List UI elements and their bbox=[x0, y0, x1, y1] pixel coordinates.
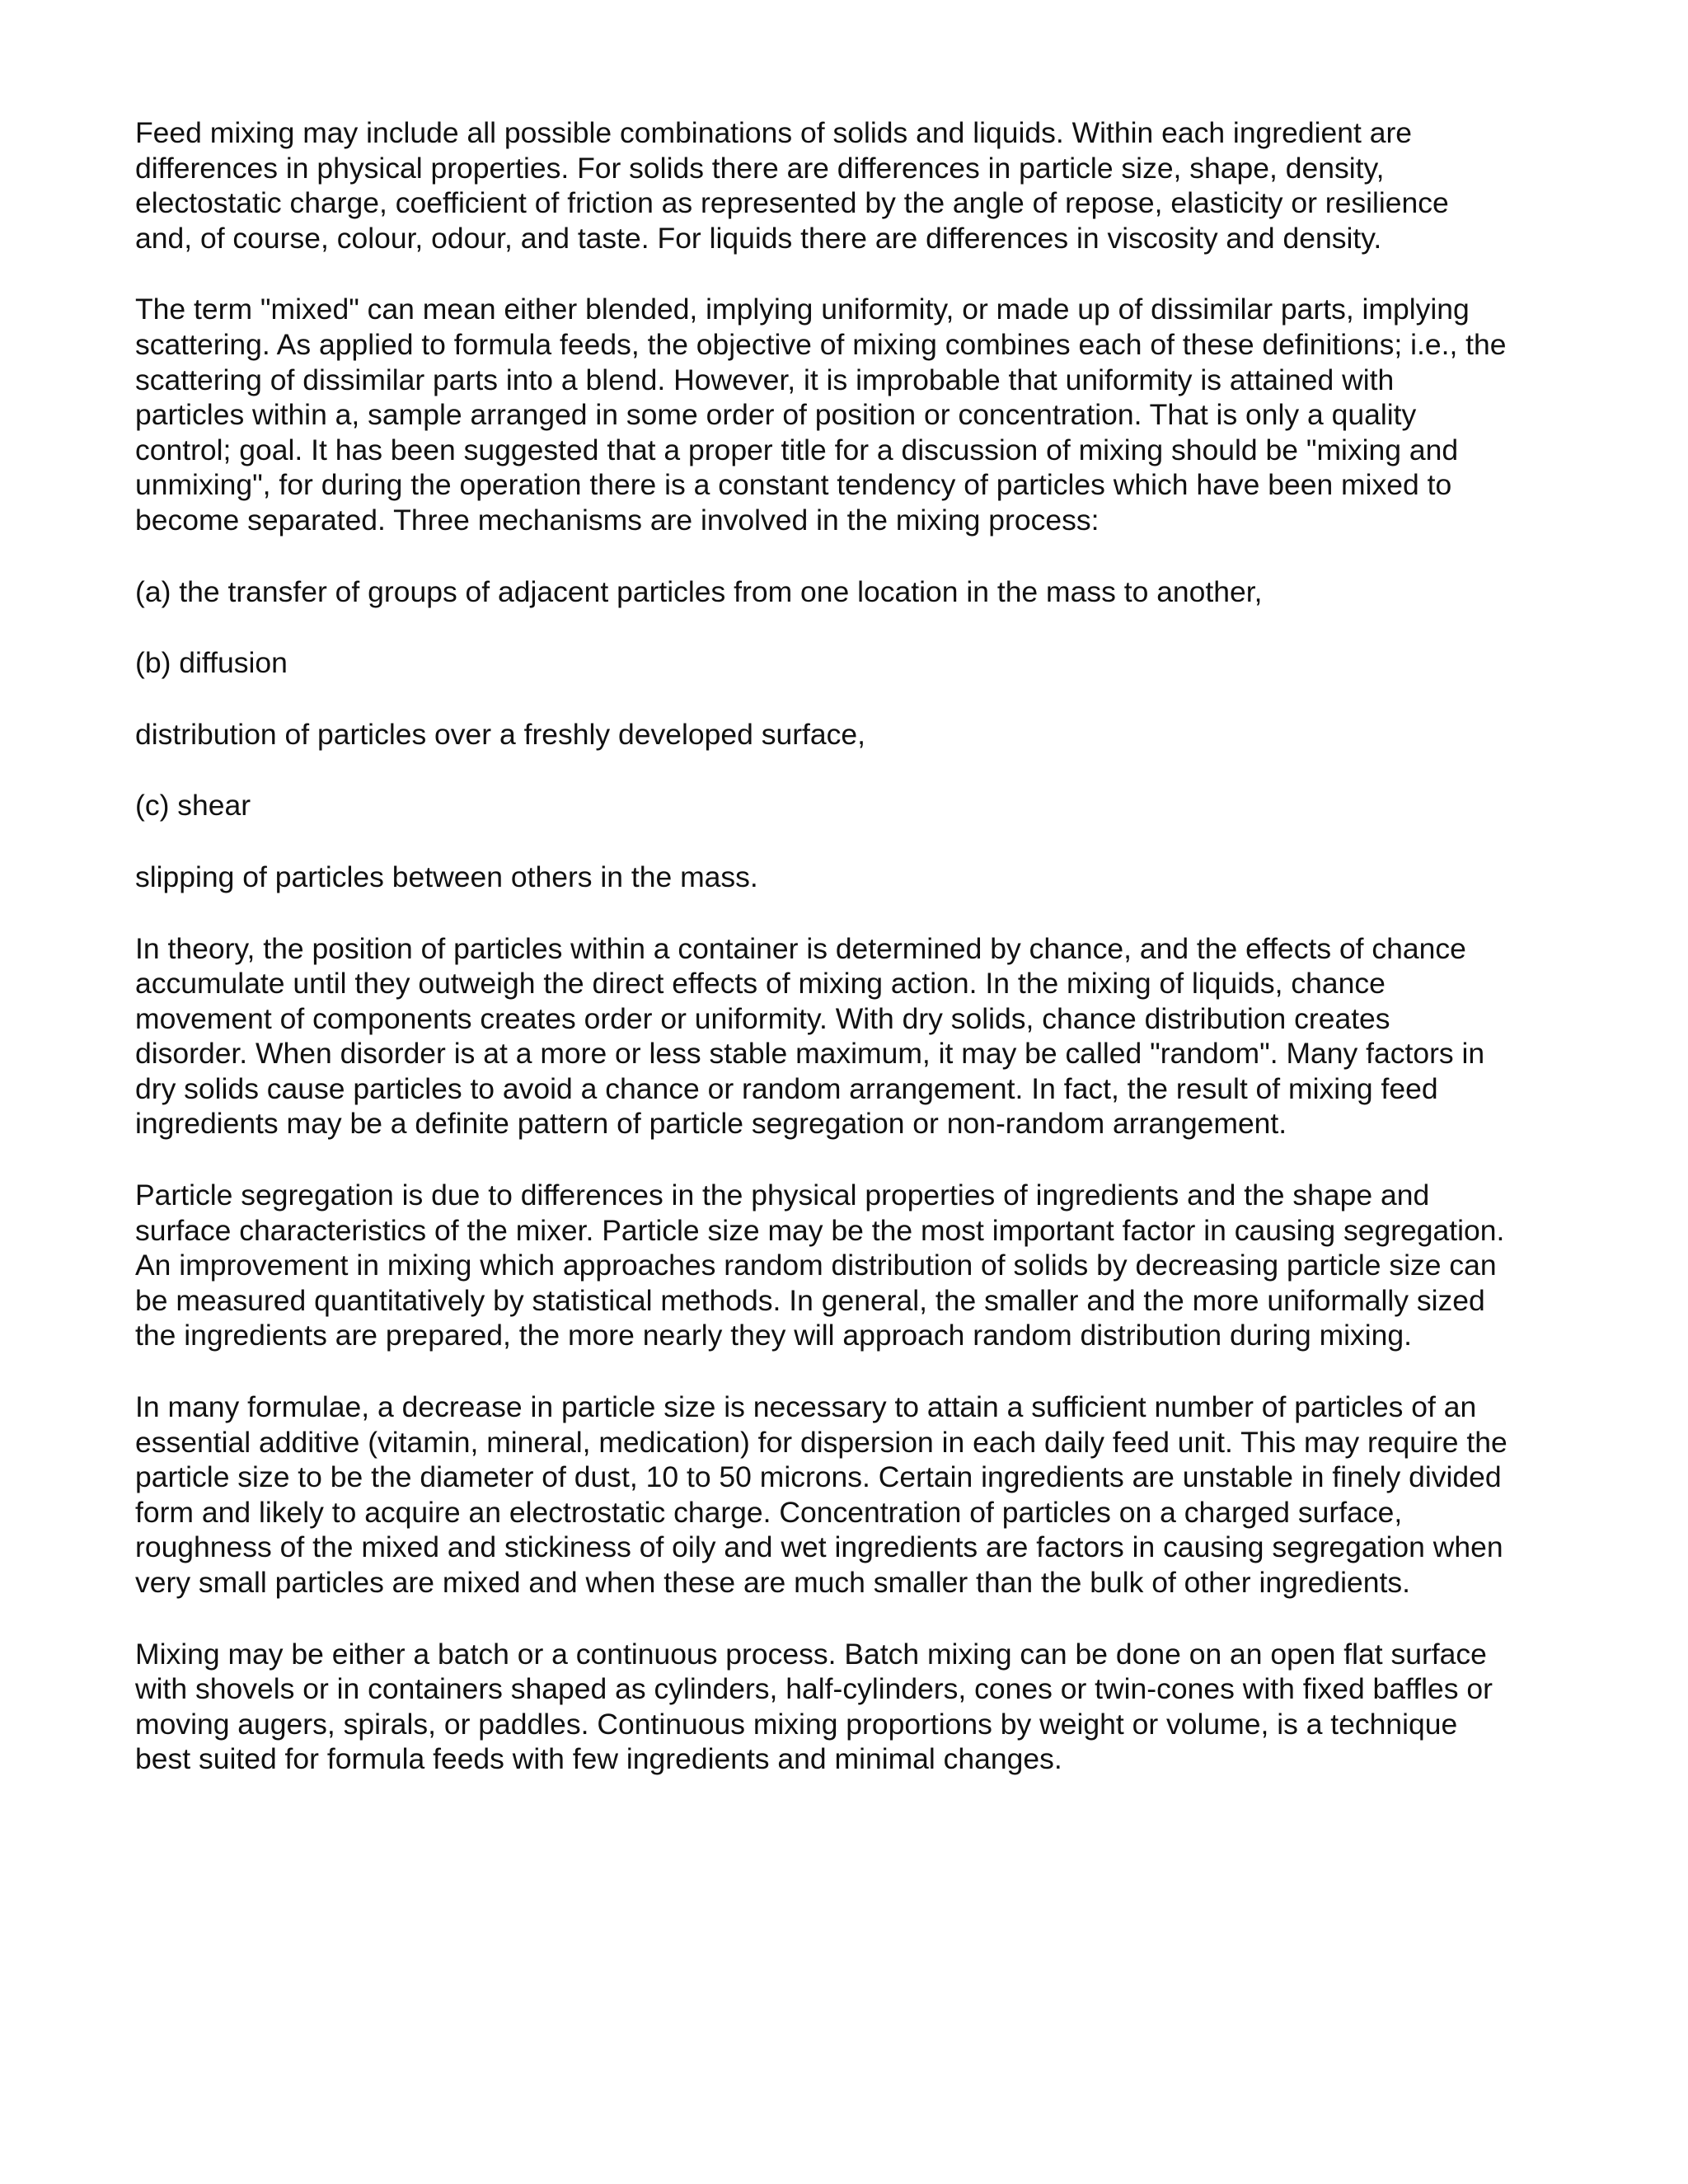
document-body bbox=[135, 115, 1569, 1813]
paragraph-particle-size-formulae: In many formulae, a decrease in particle size is necessary to attain a sufficient number of particles of an essential additive (vitamin, mineral, medication) for dispersion in each daily feed unit. This may require the particle size to be the diameter of dust, 10 to 50 microns. Certain ingredients are unstable in finely divided form and likely to acquire an electrostatic charge. Concentration of particles on a charged surface, roughness of the mixed and stickiness of oily and wet ingredients are factors in causing segregation when very small particles are mixed and when these are much smaller than the bulk of other ingredients. bbox=[135, 1390, 1507, 1599]
paragraph-mechanism-a: (a) the transfer of groups of adjacent particles from one location in the mass to another, bbox=[135, 574, 1263, 608]
paragraph-batch-continuous: Mixing may be either a batch or a continuous process. Batch mixing can be done on an open flat surface with shovels or in containers shaped as cylinders, half-cylinders, cones or twin-cones with fixed baffles or moving augers, spirals, or paddles. Continuous mixing proportions by weight or volume, is a technique best suited for formula feeds with few ingredients and minimal changes. bbox=[135, 1637, 1493, 1776]
paragraph-particle-segregation: Particle segregation is due to differences in the physical properties of ingredients and the shape and surface characteristics of the mixer. Particle size may be the most important factor in causing segregation. An improvement in mixing which approaches random distribution of solids by decreasing particle size can be measured quantitatively by statistical methods. In general, the smaller and the more uniformally sized the ingredients are prepared, the more nearly they will approach random distribution during mixing. bbox=[135, 1179, 1505, 1352]
paragraph-term-mixed: The term "mixed" can mean either blended, implying uniformity, or made up of dissimilar parts, implying scattering. As applied to formula feeds, the objective of mixing combines each of these definitions; i.e., the scattering of dissimilar parts into a blend. However, it is improbable that uniformity is attained with particles within a, sample arranged in some order of position or concentration. That is only a quality control; goal. It has been suggested that a proper title for a discussion of mixing should be "mixing and unmixing", for during the operation there is a constant tendency of particles which have been mixed to become separated. Three mechanisms are involved in the mixing process: bbox=[135, 293, 1507, 537]
paragraph-mechanism-b-description: distribution of particles over a freshly developed surface, bbox=[135, 717, 865, 751]
paragraph-mechanism-c: (c) shear bbox=[135, 789, 251, 823]
paragraph-mechanism-c-description: slipping of particles between others in the mass. bbox=[135, 860, 758, 893]
paragraph-theory-chance: In theory, the position of particles within a container is determined by chance, and the effects of chance accumulate until they outweigh the direct effects of mixing action. In the mixing of liquids, chance movement of components creates order or uniformity. With dry solids, chance distribution creates disorder. When disorder is at a more or less stable maximum, it may be called "random". Many factors in dry solids cause particles to avoid a chance or random arrangement. In fact, the result of mixing feed ingredients may be a definite pattern of particle segregation or non-random arrangement. bbox=[135, 931, 1485, 1141]
paragraph-feed-mixing-intro: Feed mixing may include all possible combinations of solids and liquids. Within each ingredient are differences in physical properties. For solids there are differences in particle size, shape, density, electostatic charge, coefficient of friction as represented by the angle of repose, elasticity or resilience and, of course, colour, odour, and taste. For liquids there are differences in viscosity and density. bbox=[135, 116, 1449, 255]
paragraph-mechanism-b: (b) diffusion bbox=[135, 646, 288, 680]
